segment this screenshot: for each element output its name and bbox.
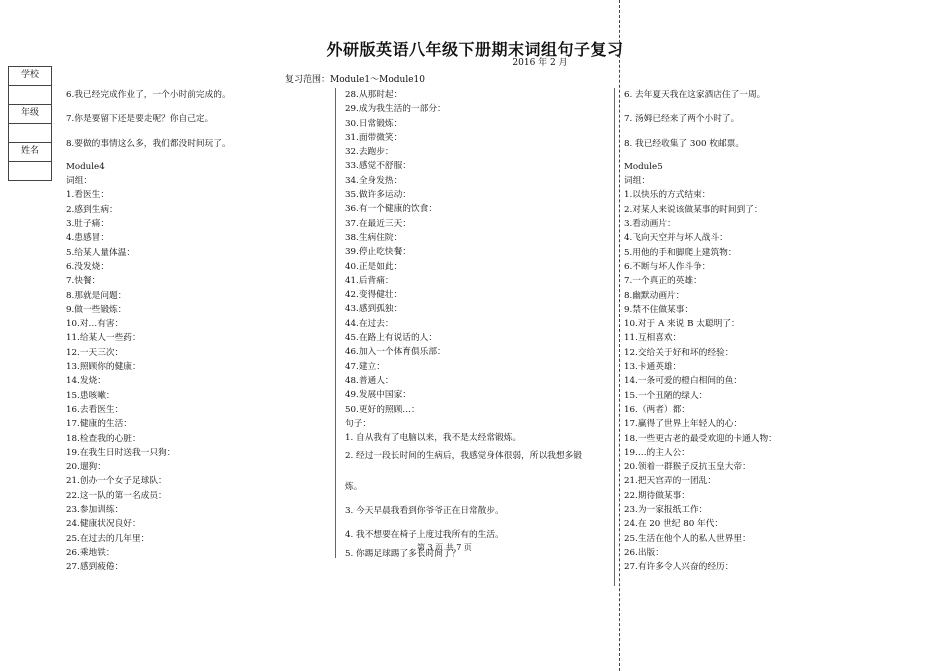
phrase-item: 1.看医生：	[66, 190, 110, 201]
phrase-item: 22.这一队的第一名成员：	[66, 490, 167, 501]
phrase-item: 9.做一些锻炼：	[66, 304, 127, 315]
phrase-item: 7.快餐：	[66, 276, 101, 287]
phrase-item: 6.没发烧：	[66, 261, 110, 272]
phrase-item: 45.在路上有说话的人：	[345, 333, 438, 344]
phrase-item: 14.一条可爱的橙白相间的鱼：	[624, 376, 743, 387]
column-3	[624, 88, 777, 575]
phrase-item: 33.感觉不舒服：	[345, 161, 411, 172]
phrase-item: 13.照顾你的健康：	[66, 362, 141, 373]
phrase-item: 44.在过去：	[345, 318, 394, 329]
sentence: 7.你是要留下还是要走呢？你自己定。	[66, 114, 214, 125]
phrase-item: 46.加入一个体育俱乐部：	[345, 347, 446, 358]
page-number: 第 3 页 共 7 页	[417, 543, 472, 552]
grade-label: 年级	[9, 105, 52, 124]
name-label: 姓名	[9, 143, 52, 162]
school-field[interactable]	[9, 86, 52, 105]
phrase-item: 15.一个丑陋的绿人：	[624, 390, 708, 401]
phrase-item: 8.幽默动画片：	[624, 290, 685, 301]
phrase-item: 27.感到疲倦：	[66, 562, 124, 573]
phrase-item: 2.感到生病：	[66, 204, 118, 215]
name-field[interactable]	[9, 162, 52, 181]
phrase-item: 18.检查我的心脏：	[66, 433, 141, 444]
phrase-item: 12.一天三次：	[66, 347, 124, 358]
phrase-item: 18.一些更古老的最受欢迎的卡通人物：	[624, 433, 777, 444]
phrase-item: 24.健康状况良好：	[66, 519, 141, 530]
phrase-item: 16.（两者）都：	[624, 404, 690, 415]
phrase-item: 5.给某人量体温：	[66, 247, 136, 258]
phrase-item: 32.去跑步：	[345, 147, 394, 158]
column-2	[345, 88, 582, 561]
phrase-item: 36.有一个健康的饮食：	[345, 204, 438, 215]
phrase-item: 20.遛狗：	[66, 462, 106, 473]
column-divider-1	[335, 88, 336, 558]
grade-field[interactable]	[9, 124, 52, 143]
phrase-item: 22.期待做某事：	[624, 490, 690, 501]
section-heading: 词组：	[624, 176, 651, 187]
phrase-item: 43.感到孤独：	[345, 304, 403, 315]
phrase-item: 39.停止吃快餐：	[345, 247, 411, 258]
phrase-item: 23.参加训练：	[66, 505, 124, 516]
sentence: 5. 你踢足球踢了多长时间了？	[345, 548, 461, 559]
phrase-item: 50.更好的照顾…：	[345, 404, 420, 415]
phrase-list	[624, 188, 777, 574]
phrase-item: 34.全身发热：	[345, 175, 403, 186]
phrase-item: 41.后背痛：	[345, 275, 394, 286]
section-heading: 词组：	[66, 176, 93, 187]
sentence: 8. 我已经收集了 300 枚邮票。	[624, 138, 745, 149]
sentence: 7. 汤姆已经来了两个小时了。	[624, 114, 740, 125]
phrase-item: 19.在我生日时送我一只狗：	[66, 447, 176, 458]
date: 2016 年 2 月	[512, 58, 568, 68]
sentence: 4. 我不想要在椅子上度过我所有的生活。	[345, 530, 504, 541]
phrase-item: 10.对…有害：	[66, 319, 124, 330]
module-heading: Module4	[66, 161, 105, 172]
phrase-item: 7.一个真正的英雄：	[624, 276, 702, 287]
sentence: 2. 经过一段长时间的生病后，我感觉身体很弱，所以我想多锻	[345, 451, 582, 462]
phrase-list	[345, 88, 582, 417]
phrase-item: 10.对于 A 来说 B 太聪明了：	[624, 319, 740, 330]
phrase-item: 49.发展中国家：	[345, 390, 411, 401]
sentence: 6.我已经完成作业了，一个小时前完成的。	[66, 90, 231, 100]
phrase-item: 11.给某人一些药：	[66, 333, 141, 344]
phrase-item: 20.领着一群猴子反抗玉皇大帝：	[624, 462, 751, 473]
phrase-item: 3.看动画片：	[624, 219, 676, 230]
sentence: 8.要做的事情这么多，我们都没时间玩了。	[66, 138, 231, 149]
module-heading: Module5	[624, 161, 663, 172]
section-heading: 句子：	[345, 418, 372, 429]
phrase-item: 11.互相喜欢：	[624, 333, 682, 344]
phrase-item: 3.肚子痛：	[66, 219, 110, 230]
phrase-item: 25.在过去的几年里：	[66, 533, 150, 544]
phrase-item: 21.创办一个女子足球队：	[66, 476, 167, 487]
phrase-item: 17.赢得了世界上年轻人的心：	[624, 419, 743, 430]
phrase-item: 16.去看医生：	[66, 404, 124, 415]
phrase-item: 24.在 20 世纪 80 年代：	[624, 519, 724, 530]
phrase-item: 2.对某人来说该做某事的时间到了：	[624, 204, 763, 215]
phrase-item: 19.…的主人公：	[624, 447, 690, 458]
phrase-item: 14.发烧：	[66, 376, 106, 387]
phrase-item: 35.做许多运动：	[345, 190, 411, 201]
phrase-item: 15.患咳嗽：	[66, 390, 115, 401]
phrase-item: 27.有许多令人兴奋的经历：	[624, 562, 734, 573]
phrase-item: 4.飞向天空并与坏人战斗：	[624, 233, 728, 244]
phrase-item: 31.面带微笑：	[345, 132, 403, 143]
sentence: 1. 自从我有了电脑以来，我不是太经常锻炼。	[345, 433, 522, 444]
phrase-item: 8.那就是问题：	[66, 290, 127, 301]
phrase-item: 4.患感冒：	[66, 233, 110, 244]
phrase-item: 21.把天宫弄的一团乱：	[624, 476, 717, 487]
phrase-item: 25.生活在他个人的私人世界里：	[624, 533, 751, 544]
phrase-item: 37.在最近三天：	[345, 218, 411, 229]
column-divider-2	[614, 88, 615, 586]
phrase-item: 48.普通人：	[345, 375, 394, 386]
phrase-item: 40.正是如此：	[345, 261, 403, 272]
phrase-item: 5.用他的手和脚爬上建筑物：	[624, 247, 737, 258]
sentence: 3. 今天早晨我看到你爷爷正在日常散步。	[345, 506, 504, 517]
phrase-item: 29.成为我生活的一部分：	[345, 104, 446, 115]
column-1	[66, 88, 231, 575]
school-label: 学校	[9, 67, 52, 86]
phrase-item: 38.生病住院：	[345, 232, 403, 243]
fold-line	[619, 0, 620, 671]
phrase-item: 28.从那时起：	[345, 90, 403, 100]
phrase-item: 23.为一家报纸工作：	[624, 505, 708, 516]
phrase-item: 1.以快乐的方式结束：	[624, 190, 711, 201]
review-scope: 复习范围：Module1〜Module10	[285, 75, 425, 85]
phrase-item: 42.变得健壮：	[345, 290, 403, 301]
phrase-item: 6.不断与坏人作斗争：	[624, 261, 711, 272]
phrase-item: 12.交给关于好和坏的经验：	[624, 347, 734, 358]
phrase-item: 26.出版：	[624, 547, 664, 558]
phrase-item: 9.禁不住做某事：	[624, 304, 694, 315]
phrase-item: 30.日常锻炼：	[345, 118, 403, 129]
phrase-item: 47.建立：	[345, 361, 385, 372]
student-info-table	[8, 66, 52, 181]
sentence: 6. 去年夏天我在这家酒店住了一周。	[624, 90, 766, 100]
page-title: 外研版英语八年级下册期末词组句子复习	[326, 40, 624, 59]
phrase-item: 17.健康的生活：	[66, 419, 132, 430]
phrase-item: 13.卡通英雄：	[624, 362, 682, 373]
phrase-item: 26.乘地铁：	[66, 547, 115, 558]
sentence: 炼。	[345, 481, 363, 492]
phrase-list	[66, 188, 231, 574]
